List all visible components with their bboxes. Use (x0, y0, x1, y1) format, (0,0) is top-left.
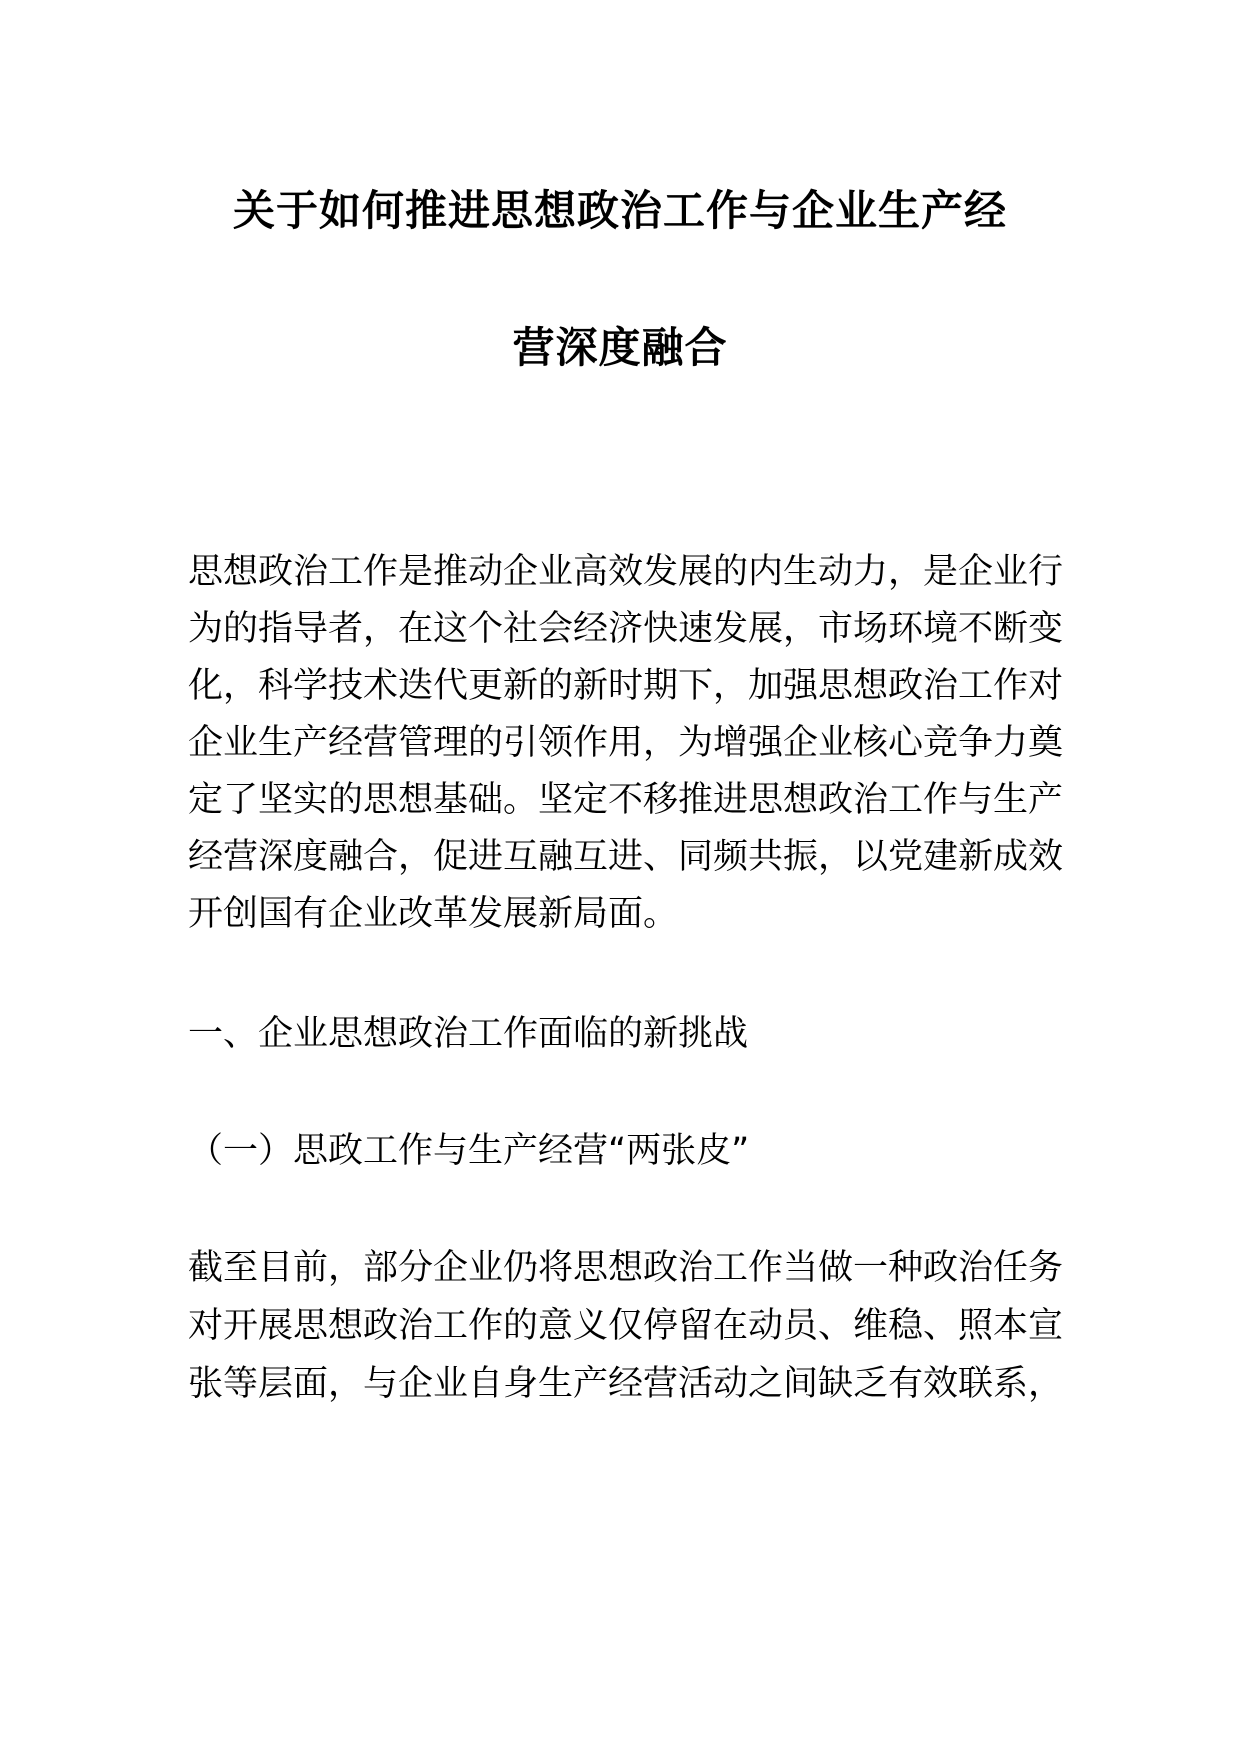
section-heading: 一、企业思想政治工作面临的新挑战 (188, 1014, 749, 1054)
paragraph-line: 对开展思想政治工作的意义仅停留在动员、维稳、照本宣 (188, 1306, 1064, 1346)
paragraph-line: 定了坚实的思想基础。坚定不移推进思想政治工作与生产 (188, 780, 1064, 820)
paragraph-line: 企业生产经营管理的引领作用，为增强企业核心竞争力奠 (188, 723, 1064, 763)
paragraph-line: 思想政治工作是推动企业高效发展的内生动力，是企业行 (188, 552, 1064, 592)
paragraph-line: 开创国有企业改革发展新局面。 (188, 894, 679, 934)
paragraph-line: 截至目前，部分企业仍将思想政治工作当做一种政治任务 (188, 1248, 1064, 1288)
paragraph-line: 张等层面，与企业自身生产经营活动之间缺乏有效联系， (188, 1364, 1064, 1404)
paragraph-line: 化，科学技术迭代更新的新时期下，加强思想政治工作对 (188, 666, 1064, 706)
paragraph-line: 为的指导者，在这个社会经济快速发展，市场环境不断变 (188, 609, 1064, 649)
document-title-line-2: 营深度融合 (512, 323, 728, 372)
document-title-line-1: 关于如何推进思想政治工作与企业生产经 (232, 186, 1007, 235)
paragraph-line: 经营深度融合，促进互融互进、同频共振，以党建新成效 (188, 837, 1064, 877)
section-subheading: （一）思政工作与生产经营“两张皮” (188, 1131, 750, 1171)
